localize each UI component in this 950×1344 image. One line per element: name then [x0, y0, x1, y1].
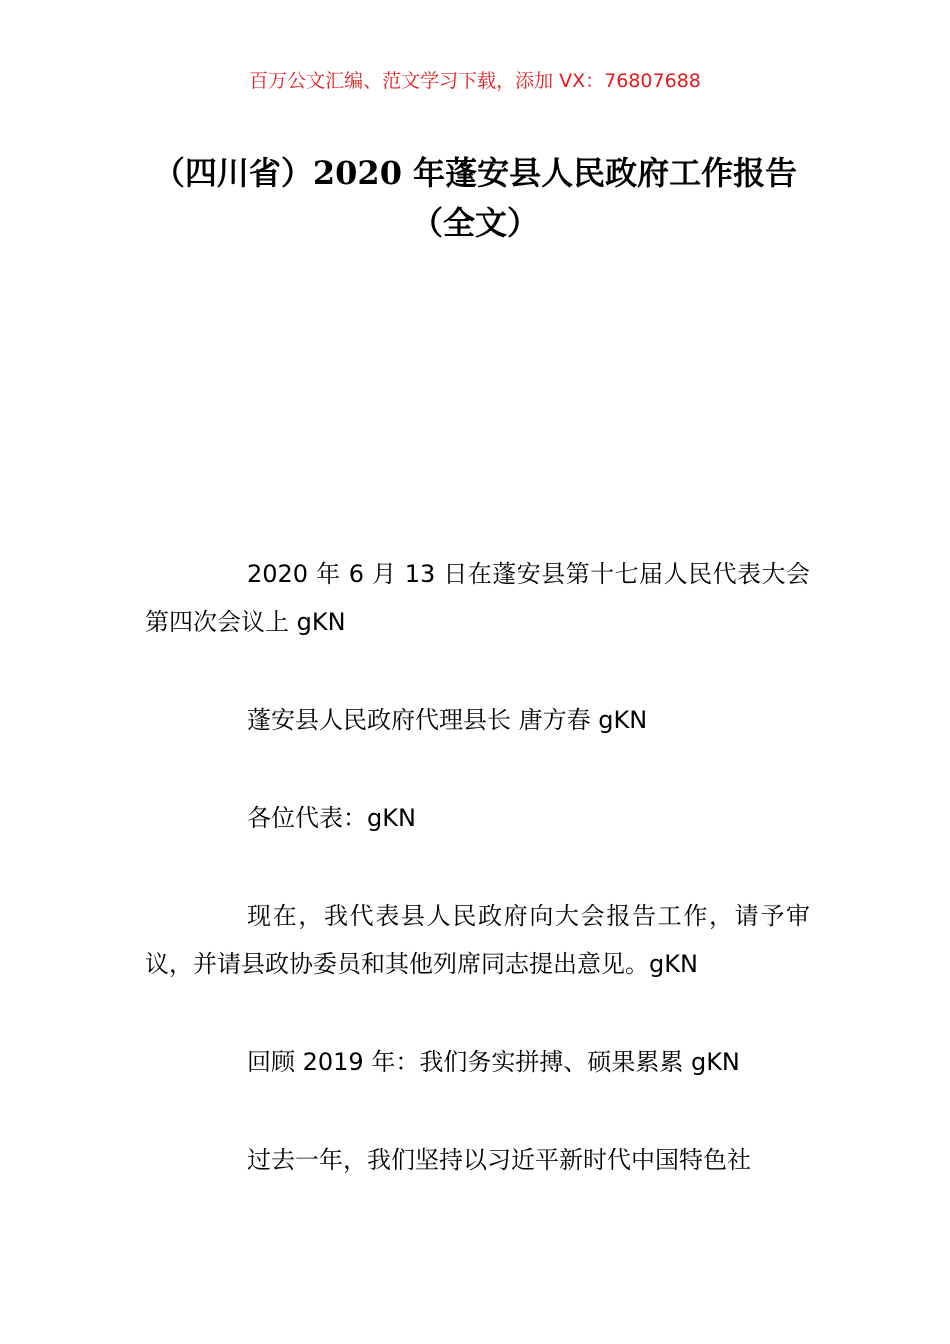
speaker-paragraph: 蓬安县人民政府代理县长 唐方春 gKN	[247, 706, 648, 734]
review-paragraph: 过去一年，我们坚持以习近平新时代中国特色社	[247, 1146, 751, 1174]
document-body	[145, 550, 810, 1234]
salutation-paragraph: 各位代表：gKN	[247, 804, 416, 832]
intro-paragraph: 现在，我代表县人民政府向大会报告工作，请予审议，并请县政协委员和其他列席同志提出意见。gKN	[145, 902, 810, 978]
header-promo-text: 百万公文汇编、范文学习下载，添加 VX：76807688	[249, 70, 701, 92]
meeting-info-paragraph: 2020 年 6 月 13 日在蓬安县第十七届人民代表大会第四次会议上 gKN	[145, 560, 810, 636]
document-title: （四川省）2020 年蓬安县人民政府工作报告（全文）	[152, 154, 798, 242]
section-heading-paragraph: 回顾 2019 年：我们务实拼搏、硕果累累 gKN	[247, 1048, 740, 1076]
